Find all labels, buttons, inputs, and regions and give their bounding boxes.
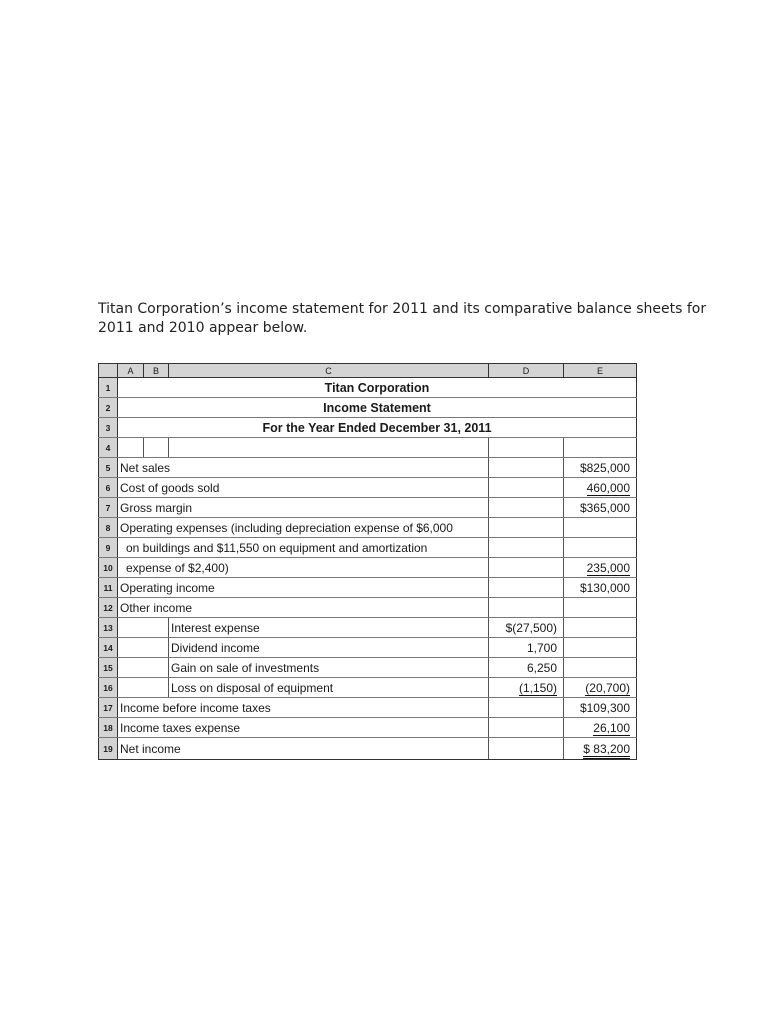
cell-e[interactable] [564,658,637,678]
row-label: Other income [118,598,489,618]
column-header-b[interactable]: B [144,364,169,378]
indent-cell[interactable] [118,618,169,638]
cell-e[interactable] [564,698,637,718]
row-label: Cost of goods sold [118,478,489,498]
row-number[interactable]: 8 [99,518,118,538]
cell-d[interactable] [489,538,564,558]
table-row [99,638,637,658]
cell-d[interactable] [489,638,564,658]
row-number[interactable]: 16 [99,678,118,698]
cell-e[interactable] [564,638,637,658]
table-row [99,498,637,518]
cell[interactable] [144,438,169,458]
row-number[interactable]: 5 [99,458,118,478]
row-label: Income before income taxes [118,698,489,718]
row-number[interactable]: 3 [99,418,118,438]
cell-d[interactable] [489,498,564,518]
value-e: 235,000 [586,560,630,575]
indent-cell[interactable] [118,638,169,658]
cell[interactable] [118,438,144,458]
value-e: $130,000 [579,580,630,595]
cell-e[interactable] [564,478,637,498]
table-row [99,378,637,398]
income-statement-spreadsheet [98,363,637,760]
statement-period-title: For the Year Ended December 31, 2011 [118,418,637,438]
row-number[interactable]: 7 [99,498,118,518]
cell-d[interactable] [489,558,564,578]
table-row [99,738,637,760]
value-d: $(27,500) [505,620,557,635]
row-number[interactable]: 14 [99,638,118,658]
cell-e[interactable] [564,618,637,638]
row-number[interactable]: 10 [99,558,118,578]
cell-e[interactable] [564,458,637,478]
row-label: Operating expenses (including depreciation expense of $6,000 [118,518,489,538]
cell-d[interactable] [489,678,564,698]
cell-d[interactable] [489,598,564,618]
value-d: 6,250 [526,660,557,675]
table-row [99,598,637,618]
cell-e[interactable] [564,678,637,698]
cell-d[interactable] [489,618,564,638]
value-e: 26,100 [593,720,630,735]
column-header-e[interactable]: E [564,364,637,378]
table-row [99,518,637,538]
corner-cell [99,364,118,378]
cell-d[interactable] [489,458,564,478]
value-e: $ 83,200 [583,742,630,759]
row-label: on buildings and $11,550 on equipment and amortization [118,538,489,558]
cell-d[interactable] [489,578,564,598]
intro-paragraph [98,300,707,338]
cell-e[interactable] [564,538,637,558]
intro-line-1: Titan Corporation’s income statement for 2011 and its comparative balance sheets for [98,301,707,317]
cell-d[interactable] [489,658,564,678]
value-e: 460,000 [586,480,630,495]
table-row [99,438,637,458]
cell[interactable] [169,438,489,458]
table-row [99,658,637,678]
statement-company-title: Titan Corporation [118,378,637,398]
cell-d[interactable] [489,478,564,498]
indent-cell[interactable] [118,678,169,698]
value-d: (1,150) [518,680,557,695]
cell-e[interactable] [564,578,637,598]
cell-e[interactable] [564,738,637,760]
column-header-a[interactable]: A [118,364,144,378]
row-number[interactable]: 2 [99,398,118,418]
cell[interactable] [564,438,637,458]
row-label: Dividend income [169,638,489,658]
cell-d[interactable] [489,698,564,718]
row-label: Loss on disposal of equipment [169,678,489,698]
row-label: Income taxes expense [118,718,489,738]
row-number[interactable]: 12 [99,598,118,618]
cell-e[interactable] [564,558,637,578]
row-label: Operating income [118,578,489,598]
row-number[interactable]: 1 [99,378,118,398]
table-row [99,718,637,738]
row-label: Net income [118,738,489,760]
row-label: expense of $2,400) [118,558,489,578]
table-row [99,558,637,578]
table-row [99,678,637,698]
column-header-d[interactable]: D [489,364,564,378]
row-number[interactable]: 18 [99,718,118,738]
cell-e[interactable] [564,598,637,618]
intro-line-2: 2011 and 2010 appear below. [98,320,308,336]
table-row [99,398,637,418]
cell-e[interactable] [564,718,637,738]
value-e: (20,700) [585,680,630,695]
statement-type-title: Income Statement [118,398,637,418]
row-number[interactable]: 6 [99,478,118,498]
table-row [99,478,637,498]
table-row [99,458,637,478]
cell[interactable] [489,438,564,458]
cell-d[interactable] [489,518,564,538]
indent-cell[interactable] [118,658,169,678]
cell-d[interactable] [489,738,564,760]
table-row [99,618,637,638]
row-number[interactable]: 19 [99,738,118,760]
value-d: 1,700 [526,640,557,655]
cell-e[interactable] [564,498,637,518]
row-number[interactable]: 15 [99,658,118,678]
row-number[interactable]: 11 [99,578,118,598]
column-header-c[interactable]: C [169,364,489,378]
row-label: Gross margin [118,498,489,518]
row-number[interactable]: 17 [99,698,118,718]
cell-d[interactable] [489,718,564,738]
cell-e[interactable] [564,518,637,538]
table-row [99,698,637,718]
column-header-row [99,364,637,378]
row-number[interactable]: 4 [99,438,118,458]
row-number[interactable]: 9 [99,538,118,558]
value-e: $825,000 [579,460,630,475]
row-label: Interest expense [169,618,489,638]
value-e: $365,000 [579,500,630,515]
row-number[interactable]: 13 [99,618,118,638]
table-row [99,578,637,598]
row-label: Net sales [118,458,489,478]
table-row [99,418,637,438]
value-e: $109,300 [579,700,630,715]
table-row [99,538,637,558]
row-label: Gain on sale of investments [169,658,489,678]
